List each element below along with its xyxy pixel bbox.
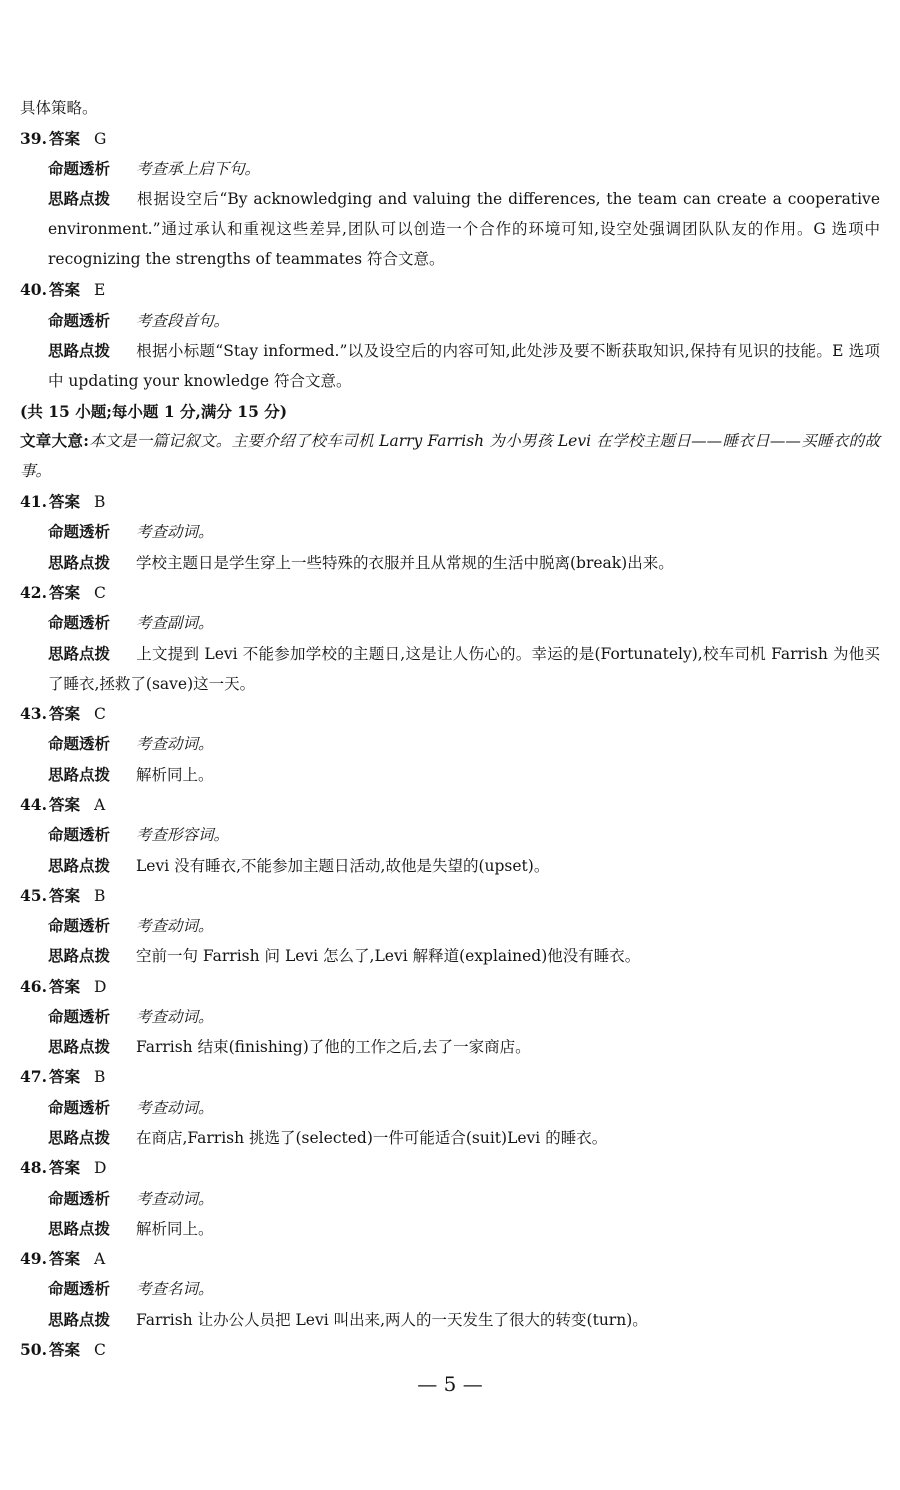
summary [20, 426, 880, 486]
analysis-text: 考查动词。 [136, 1008, 214, 1026]
question-number: 45. [20, 886, 47, 905]
analysis-row-47 [48, 1098, 900, 1118]
analysis-row-41 [48, 522, 900, 542]
explain-label: 思路点拨 [48, 765, 111, 784]
explain-text: 学校主题日是学生穿上一些特殊的衣服并且从常规的生活中脱离(break)出来。 [136, 554, 674, 572]
explain-label: 思路点拨 [48, 553, 111, 572]
analysis-row-45 [48, 916, 900, 936]
explain-row-45 [48, 946, 900, 966]
answer-row-49 [20, 1249, 882, 1269]
analysis-text: 考查动词。 [136, 735, 214, 753]
answer-label: 答案 [48, 1067, 80, 1086]
explain-label: 思路点拨 [48, 1037, 111, 1056]
analysis-text: 考查动词。 [136, 1099, 214, 1117]
explain-label: 思路点拨 [48, 946, 111, 965]
analysis-label: 命题透析 [48, 825, 111, 844]
answer-row-48 [20, 1158, 882, 1178]
explain-text: 解析同上。 [136, 1220, 214, 1238]
analysis-label: 命题透析 [48, 1189, 111, 1208]
answer-row-46 [20, 977, 882, 997]
answer-letter: D [93, 978, 107, 996]
explain-label: 思路点拨 [48, 644, 111, 663]
answer-letter: G [93, 130, 107, 148]
question-number: 42. [20, 583, 47, 602]
answer-label: 答案 [48, 583, 80, 602]
explain-row-46 [48, 1037, 900, 1057]
question-number: 46. [20, 977, 47, 996]
analysis-text: 考查段首句。 [136, 312, 230, 330]
analysis-label: 命题透析 [48, 159, 111, 178]
question-number: 47. [20, 1067, 47, 1086]
explain-label: 思路点拨 [48, 1219, 111, 1238]
section-header: (共 15 小题;每小题 1 分,满分 15 分) [20, 402, 288, 421]
answer-letter: B [93, 887, 106, 905]
intro-tail: 具体策略。 [20, 99, 98, 117]
analysis-label: 命题透析 [48, 1279, 111, 1298]
analysis-label: 命题透析 [48, 311, 111, 330]
question-number: 48. [20, 1158, 47, 1177]
analysis-row-42 [48, 613, 900, 633]
analysis-text: 考查承上启下句。 [136, 160, 261, 178]
explain-label: 思路点拨 [48, 341, 111, 360]
analysis-text: 考查副词。 [136, 614, 214, 632]
analysis-label: 命题透析 [48, 613, 111, 632]
analysis-label: 命题透析 [48, 916, 111, 935]
explain-text: 在商店,Farrish 挑选了(selected)一件可能适合(suit)Levi 的睡衣。 [136, 1129, 608, 1147]
answer-letter: D [93, 1159, 107, 1177]
analysis-label: 命题透析 [48, 522, 111, 541]
answer-letter: A [93, 1250, 106, 1268]
answer-label: 答案 [48, 1158, 80, 1177]
explain-label: 思路点拨 [48, 1128, 111, 1147]
analysis-row-48 [48, 1189, 900, 1209]
answer-label: 答案 [48, 492, 80, 511]
analysis-text: 考查动词。 [136, 1190, 214, 1208]
answer-row-47 [20, 1067, 882, 1087]
answer-label: 答案 [48, 886, 80, 905]
analysis-label: 命题透析 [48, 734, 111, 753]
analysis-row-40 [48, 311, 900, 331]
analysis-text: 考查形容词。 [136, 826, 230, 844]
explain-label: 思路点拨 [48, 856, 111, 875]
explain-row-41 [48, 553, 900, 573]
analysis-row-43 [48, 734, 900, 754]
explain-label: 思路点拨 [48, 1310, 111, 1329]
answer-row-50 [20, 1340, 882, 1360]
explain-text: Farrish 让办公人员把 Levi 叫出来,两人的一天发生了很大的转变(turn)。 [136, 1311, 648, 1329]
answer-label: 答案 [48, 704, 80, 723]
explain-row-39 [48, 184, 880, 274]
answer-row-44 [20, 795, 882, 815]
answer-letter: E [93, 281, 106, 299]
explain-row-42 [48, 639, 880, 699]
answer-label: 答案 [48, 1249, 80, 1268]
explain-text: 根据小标题“Stay informed.”以及设空后的内容可知,此处涉及要不断获取知识,保持有见识的技能。E 选项中 updating your knowledge 符合文意。 [48, 342, 880, 390]
answer-letter: A [93, 796, 106, 814]
analysis-row-44 [48, 825, 900, 845]
summary-text: 本文是一篇记叙文。主要介绍了校车司机 Larry Farrish 为小男孩 Levi 在学校主题日——睡衣日——买睡衣的故事。 [20, 432, 880, 480]
question-number: 50. [20, 1340, 47, 1359]
answer-label: 答案 [48, 977, 80, 996]
analysis-row-49 [48, 1279, 900, 1299]
analysis-text: 考查动词。 [136, 917, 214, 935]
answer-row-45 [20, 886, 882, 906]
explain-text: 空前一句 Farrish 问 Levi 怎么了,Levi 解释道(explained)他没有睡衣。 [136, 947, 641, 965]
answer-letter: C [93, 705, 106, 723]
explain-row-47 [48, 1128, 900, 1148]
question-number: 41. [20, 492, 47, 511]
answer-row-43 [20, 704, 882, 724]
answer-label: 答案 [48, 129, 80, 148]
explain-text: 根据设空后“By acknowledging and valuing the differences, the team can create a cooperative environment.”通过承认和重视这些差异,团队可以创造一个合作的环境可知,设空处强调团队队友的作用。G 选项中 recognizing the strengths of teammates 符合文意。 [48, 190, 880, 268]
explain-row-44 [48, 856, 900, 876]
page-number: — 5 — [417, 1372, 483, 1396]
analysis-text: 考查名词。 [136, 1280, 214, 1298]
explain-row-49 [48, 1310, 900, 1330]
analysis-label: 命题透析 [48, 1007, 111, 1026]
explain-row-40 [48, 336, 880, 396]
answer-label: 答案 [48, 1340, 80, 1359]
explain-text: 解析同上。 [136, 766, 214, 784]
answer-letter: B [93, 493, 106, 511]
answer-row-39 [20, 129, 882, 149]
answer-label: 答案 [48, 280, 80, 299]
analysis-label: 命题透析 [48, 1098, 111, 1117]
question-number: 43. [20, 704, 47, 723]
explain-text: 上文提到 Levi 不能参加学校的主题日,这是让人伤心的。幸运的是(Fortunately),校车司机 Farrish 为他买了睡衣,拯救了(save)这一天。 [48, 645, 880, 693]
answer-row-41 [20, 492, 882, 512]
answer-label: 答案 [48, 795, 80, 814]
explain-row-48 [48, 1219, 900, 1239]
answer-row-42 [20, 583, 882, 603]
answer-letter: B [93, 1068, 106, 1086]
explain-row-43 [48, 765, 900, 785]
explain-text: Levi 没有睡衣,不能参加主题日活动,故他是失望的(upset)。 [136, 857, 550, 875]
explain-label: 思路点拨 [48, 189, 111, 208]
summary-label: 文章大意: [20, 431, 89, 450]
analysis-text: 考查动词。 [136, 523, 214, 541]
question-number: 44. [20, 795, 47, 814]
question-number: 39. [20, 129, 47, 148]
analysis-row-46 [48, 1007, 900, 1027]
answer-letter: C [93, 584, 106, 602]
question-number: 49. [20, 1249, 47, 1268]
answer-letter: C [93, 1341, 106, 1359]
analysis-row-39 [48, 159, 900, 179]
question-number: 40. [20, 280, 47, 299]
answer-row-40 [20, 280, 882, 300]
explain-text: Farrish 结束(finishing)了他的工作之后,去了一家商店。 [136, 1038, 531, 1056]
